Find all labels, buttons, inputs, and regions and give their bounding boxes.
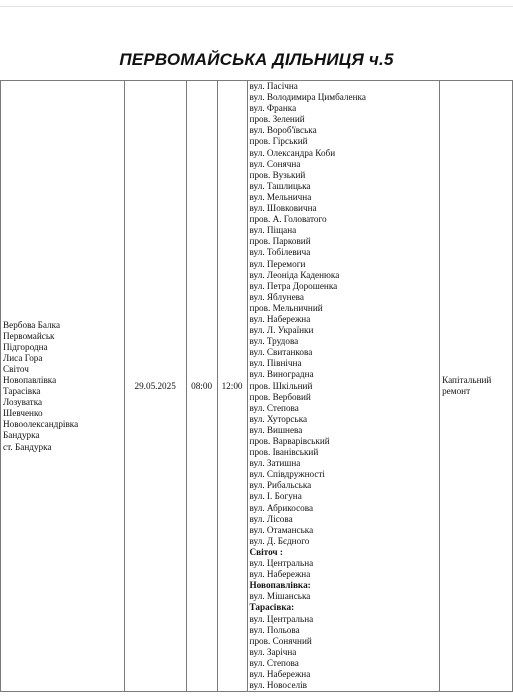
settlement-item: Новопавлівка — [3, 374, 57, 385]
settlement-item: Вербова Балка — [3, 319, 61, 330]
street-item: вул. Польова — [249, 624, 300, 635]
street-item: вул. Мельнична — [249, 191, 312, 202]
street-item: пров. Вузький — [249, 169, 306, 180]
street-item: вул. Трудова — [249, 336, 299, 347]
street-item: вул. Ташлицька — [249, 180, 311, 191]
street-item: вул. Перемоги — [249, 258, 306, 269]
street-item: вул. Співдружності — [249, 469, 325, 480]
street-item: вул. Леоніда Каденюка — [249, 269, 340, 280]
top-divider — [0, 0, 513, 7]
street-item: вул. Яблунева — [249, 291, 304, 302]
street-item: вул. Північна — [249, 358, 302, 369]
street-item: вул. Тобілевича — [249, 247, 311, 258]
time-from-cell: 08:00 — [186, 81, 217, 692]
street-item: вул. Петра Дорошенка — [249, 280, 338, 291]
street-item: вул. Піщана — [249, 225, 297, 236]
settlement-item: Бандурка — [3, 430, 40, 441]
settlement-item: Шевченко — [3, 408, 43, 419]
settlement-item: Світоч — [3, 363, 29, 374]
street-item: вул. Олександра Коби — [249, 147, 336, 158]
settlement-item: Лозуватка — [3, 397, 43, 408]
street-item: вул. Набережна — [249, 668, 311, 679]
settlement-item: Тарасівка — [3, 386, 41, 397]
street-item: вул. І. Богуна — [249, 491, 302, 502]
settlement-item: Первомайськ — [3, 330, 55, 341]
street-item: вул. Центральна — [249, 558, 314, 569]
street-item: вул. Свитанкова — [249, 347, 313, 358]
street-item: вул. Шовковична — [249, 203, 317, 214]
settlement-item: Лиса Гора — [3, 352, 43, 363]
street-item: пров. Сонячний — [249, 635, 312, 646]
street-item: пров. Вербовий — [249, 391, 311, 402]
table-row — [1, 81, 513, 692]
street-item: пров. А. Головатого — [249, 214, 327, 225]
street-item: пров. Парковий — [249, 236, 311, 247]
settlement-heading: Тарасівка: — [249, 602, 295, 613]
street-item: пров. Варварівський — [249, 436, 330, 446]
street-item: вул. Затишна — [249, 458, 301, 469]
street-item: пров. Іванівський — [249, 447, 319, 458]
street-item: вул. Л. Українки — [249, 325, 314, 336]
street-item: вул. Зарічна — [249, 646, 297, 657]
outage-table — [0, 80, 513, 692]
work-type-cell: Капітальний ремонт — [440, 81, 513, 692]
street-item: вул. Пасічна — [249, 81, 298, 91]
street-item: вул. Набережна — [249, 313, 311, 324]
street-item: вул. Мішанська — [249, 591, 311, 602]
street-item: вул. Рибальська — [249, 480, 312, 491]
street-item: вул. Набережна — [249, 569, 311, 580]
time-to-cell: 12:00 — [217, 81, 247, 692]
streets-cell — [247, 81, 440, 692]
street-item: вул. Володимира Цимбаленка — [249, 92, 366, 103]
settlement-item: ст. Бандурка — [3, 441, 52, 452]
street-item: вул. Абрикосова — [249, 502, 314, 513]
street-item: вул. Степова — [249, 657, 299, 668]
street-item: пров. Гірський — [249, 136, 308, 147]
street-item: пров. Мельничний — [249, 302, 323, 313]
street-item: вул. Степова — [249, 402, 299, 413]
settlements-cell — [1, 81, 125, 692]
street-item: вул. Вишнева — [249, 424, 303, 435]
street-item: вул. Центральна — [249, 613, 314, 624]
street-item: вул. Виноградна — [249, 369, 314, 380]
settlement-heading: Світоч : — [249, 546, 283, 557]
street-item: вул. Сонячна — [249, 158, 301, 169]
settlement-item: Підгородна — [3, 341, 48, 352]
street-item: вул. Вороб'ївська — [249, 125, 317, 136]
settlement-heading: Новопавлівка: — [249, 580, 311, 591]
settlement-item: Новоолександрівка — [3, 419, 79, 430]
street-item: вул. Новоселів — [249, 680, 307, 691]
street-item: вул. Хуторська — [249, 413, 308, 424]
street-item: пров. Зелений — [249, 114, 305, 125]
street-item: вул. Франка — [249, 103, 297, 114]
street-item: вул. Д. Бєдного — [249, 535, 310, 546]
street-item: пров. Шкільний — [249, 380, 313, 391]
street-item: вул. Лісова — [249, 513, 293, 524]
date-cell: 29.05.2025 — [124, 81, 186, 692]
page-title: ПЕРВОМАЙСЬКА ДІЛЬНИЦЯ ч.5 — [119, 50, 394, 69]
street-item: вул. Отаманська — [249, 524, 314, 535]
